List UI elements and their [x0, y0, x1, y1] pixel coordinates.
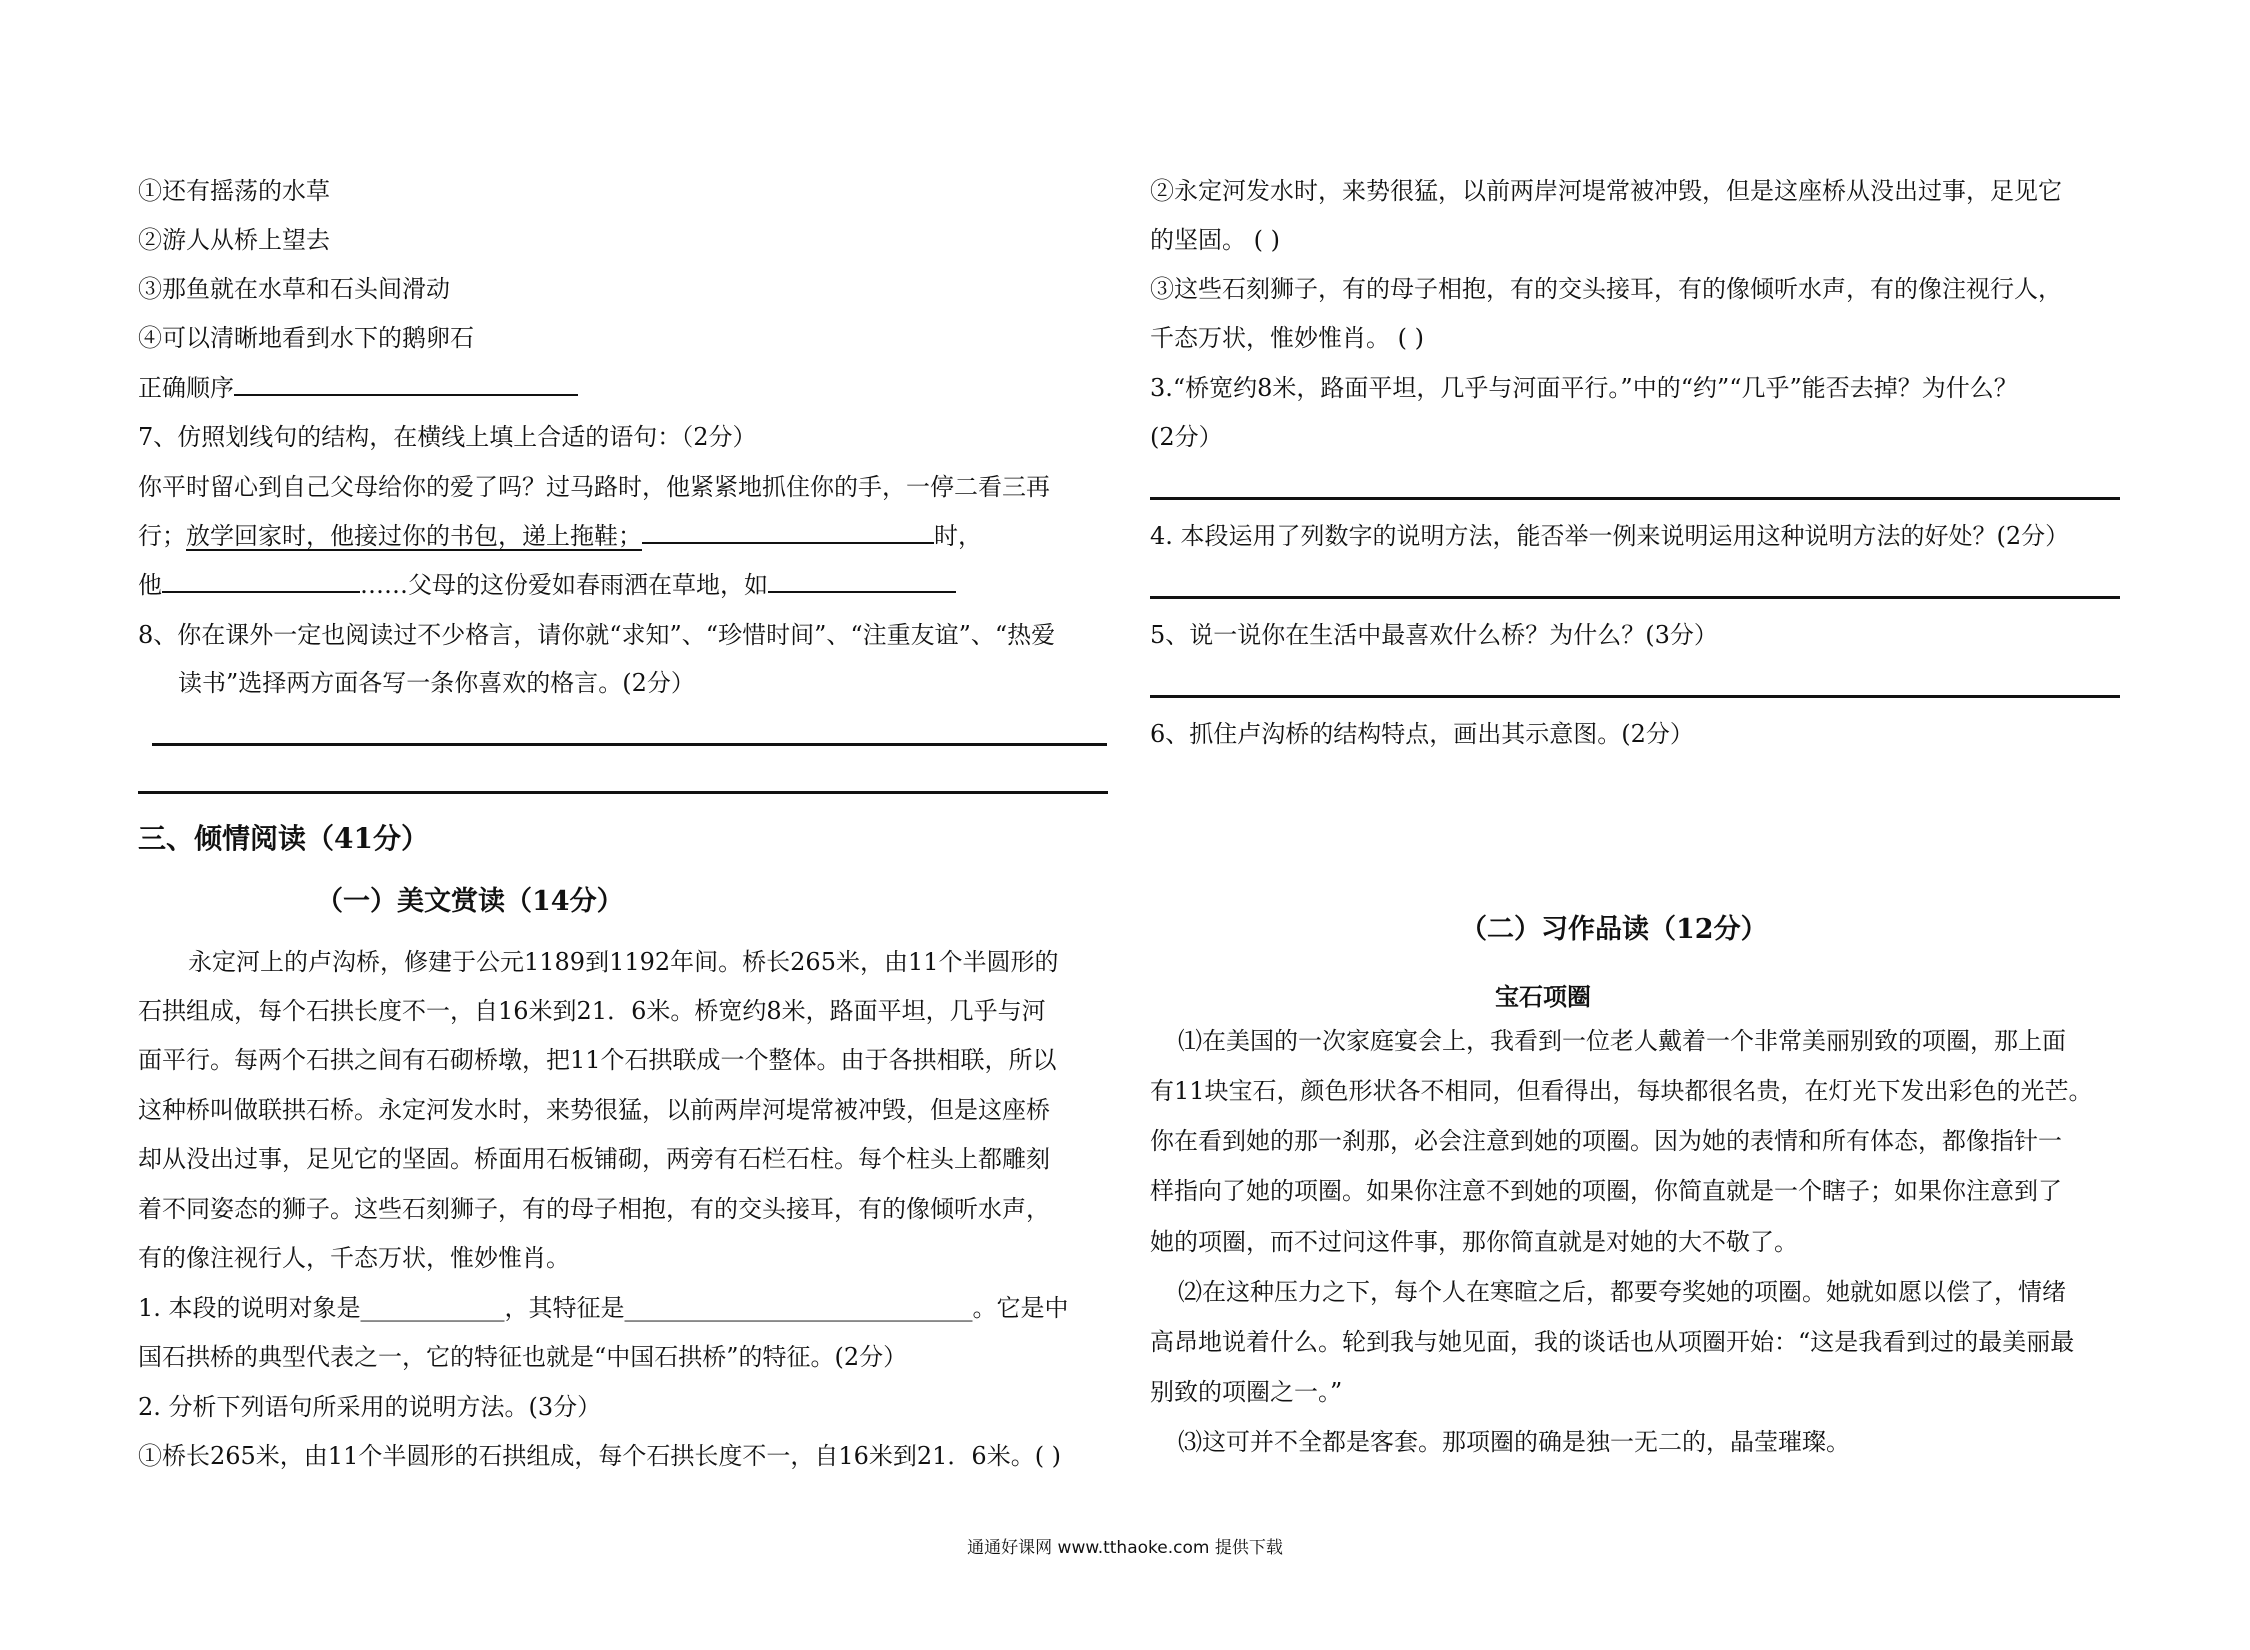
q1-line1: 1. 本段的说明对象是____________，其特征是_____________________________。它是中	[138, 1294, 1069, 1322]
q3-answer-line[interactable]	[1150, 497, 2120, 500]
q7-line3	[138, 568, 956, 602]
q7-underlined-example: 放学回家时，他接过你的书包，递上拖鞋；	[186, 522, 642, 550]
essay-title: 宝石项圈	[1495, 983, 1591, 1011]
q3-line1: 3.“桥宽约8米，路面平坦，几乎与河面平行。”中的“约”“几乎”能否去掉？为什么？	[1150, 374, 2018, 402]
q8-line2: 读书”选择两方面各写一条你喜欢的格言。(2分）	[178, 669, 695, 697]
subsection-1-heading: （一）美文赏读（14分）	[316, 886, 624, 917]
passage-line-2: 石拱组成，每个石拱长度不一，自16米到21．6米。桥宽约8米，路面平坦，几乎与河	[138, 997, 1046, 1025]
q8-answer-line-2[interactable]	[138, 791, 1108, 794]
q7-line3-b: ……父母的这份爱如春雨洒在草地，如	[360, 571, 768, 599]
essay-line-3: 你在看到她的那一刹那，必会注意到她的项圈。因为她的表情和所有体态，都像指针一	[1150, 1127, 2062, 1155]
essay-line-8: 别致的项圈之一。”	[1150, 1378, 1343, 1406]
order-item-3: ③那鱼就在水草和石头间滑动	[138, 275, 450, 303]
q7-line2-post: 时，	[934, 522, 982, 550]
order-blank[interactable]	[234, 372, 578, 396]
q2-title: 2. 分析下列语句所采用的说明方法。(3分）	[138, 1393, 602, 1421]
essay-line-7: 高昂地说着什么。轮到我与她见面，我的谈话也从项圈开始：“这是我看到过的最美丽最	[1150, 1328, 2075, 1356]
essay-line-2: 有11块宝石，颜色形状各不相同，但看得出，每块都很名贵，在灯光下发出彩色的光芒。	[1150, 1077, 2093, 1105]
q4-answer-line[interactable]	[1150, 596, 2120, 599]
q7-blank-1[interactable]	[642, 520, 934, 544]
q7-line3-a: 他	[138, 571, 162, 599]
q4: 4. 本段运用了列数字的说明方法，能否举一例来说明运用这种说明方法的好处？(2分）	[1150, 522, 2070, 550]
q2-item1: ①桥长265米，由11个半圆形的石拱组成，每个石拱长度不一，自16米到21．6米。( )	[138, 1442, 1062, 1470]
q1-line2: 国石拱桥的典型代表之一，它的特征也就是“中国石拱桥”的特征。(2分）	[138, 1343, 908, 1371]
q3-line2: (2分）	[1150, 423, 1223, 451]
q7-blank-2[interactable]	[162, 569, 360, 593]
q7-blank-3[interactable]	[768, 569, 956, 593]
q6: 6、抓住卢沟桥的结构特点，画出其示意图。(2分）	[1150, 720, 1694, 748]
passage-line-3: 面平行。每两个石拱之间有石砌桥墩，把11个石拱联成一个整体。由于各拱相联，所以	[138, 1046, 1057, 1074]
page-footer: 通通好课网 www.tthaoke.com 提供下载	[967, 1538, 1283, 1558]
passage-line-7: 有的像注视行人，千态万状，惟妙惟肖。	[138, 1244, 570, 1272]
order-item-1: ①还有摇荡的水草	[138, 177, 330, 205]
q7-title: 7、仿照划线句的结构，在横线上填上合适的语句：（2分）	[138, 423, 757, 451]
passage-line-5: 却从没出过事，足见它的坚固。桥面用石板铺砌，两旁有石栏石柱。每个柱头上都雕刻	[138, 1145, 1050, 1173]
essay-line-4: 样指向了她的项圈。如果你注意不到她的项圈，你简直就是一个瞎子；如果你注意到了	[1150, 1177, 2062, 1205]
passage-line-1: 永定河上的卢沟桥，修建于公元1189到1192年间。桥长265米，由11个半圆形的	[188, 948, 1059, 976]
passage-line-6: 着不同姿态的狮子。这些石刻狮子，有的母子相抱，有的交头接耳，有的像倾听水声，	[138, 1195, 1050, 1223]
q5: 5、说一说你在生活中最喜欢什么桥？为什么？(3分）	[1150, 621, 1718, 649]
subsection-2-heading: （二）习作品读（12分）	[1460, 914, 1768, 945]
section-3-heading: 三、倾情阅读（41分）	[138, 822, 429, 855]
order-answer	[138, 371, 578, 405]
order-item-4: ④可以清晰地看到水下的鹅卵石	[138, 324, 474, 352]
essay-line-6: ⑵在这种压力之下，每个人在寒暄之后，都要夸奖她的项圈。她就如愿以偿了，情绪	[1178, 1278, 2066, 1306]
q8-answer-line-1[interactable]	[152, 743, 1107, 746]
q2-item2-line1: ②永定河发水时，来势很猛，以前两岸河堤常被冲毁，但是这座桥从没出过事，足见它	[1150, 177, 2062, 205]
essay-line-1: ⑴在美国的一次家庭宴会上，我看到一位老人戴着一个非常美丽别致的项圈，那上面	[1178, 1027, 2066, 1055]
q2-item3-line2: 千态万状，惟妙惟肖。 ( )	[1150, 324, 1424, 352]
q7-line1: 你平时留心到自己父母给你的爱了吗？过马路时，他紧紧地抓住你的手，一停二看三再	[138, 473, 1050, 501]
q8-line1: 8、你在课外一定也阅读过不少格言，请你就“求知”、“珍惜时间”、“注重友谊”、“热爱	[138, 621, 1056, 649]
essay-line-9: ⑶这可并不全都是客套。那项圈的确是独一无二的，晶莹璀璨。	[1178, 1428, 1850, 1456]
q7-line2	[138, 519, 982, 553]
q2-item2-line2: 的坚固。 ( )	[1150, 226, 1280, 254]
order-label: 正确顺序	[138, 374, 234, 402]
q5-answer-line[interactable]	[1150, 695, 2120, 698]
order-item-2: ②游人从桥上望去	[138, 226, 330, 254]
q7-line2-pre: 行；	[138, 522, 186, 550]
q6-drawing-area[interactable]	[1150, 760, 2120, 900]
q2-item3-line1: ③这些石刻狮子，有的母子相抱，有的交头接耳，有的像倾听水声，有的像注视行人，	[1150, 275, 2062, 303]
essay-line-5: 她的项圈，而不过问这件事，那你简直就是对她的大不敬了。	[1150, 1228, 1798, 1256]
passage-line-4: 这种桥叫做联拱石桥。永定河发水时，来势很猛，以前两岸河堤常被冲毁，但是这座桥	[138, 1096, 1050, 1124]
